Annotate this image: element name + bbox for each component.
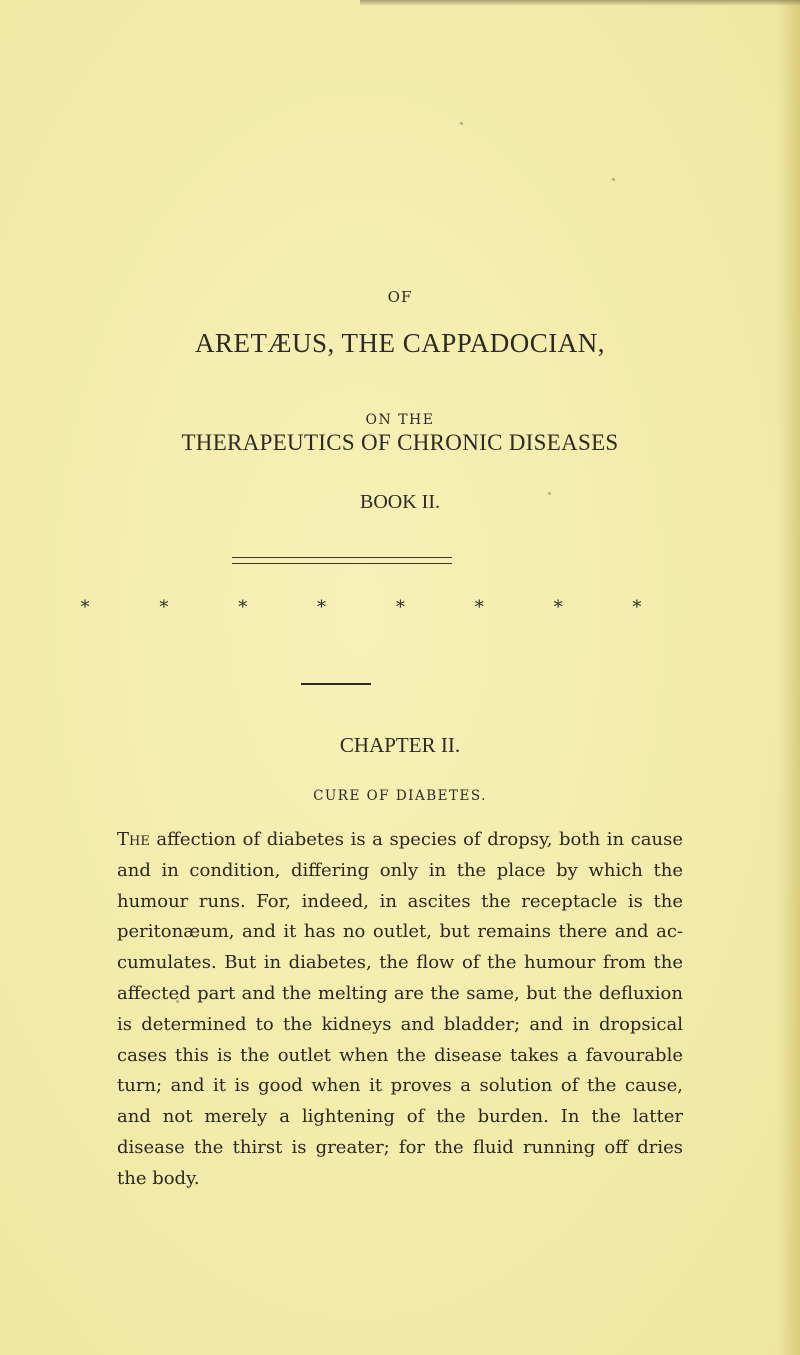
text-line: turn; and it is good when it proves a solution of the cause, xyxy=(117,1075,683,1097)
book-number: BOOK II. xyxy=(360,491,440,513)
asterisk: * xyxy=(553,597,563,618)
asterisk: * xyxy=(238,597,248,618)
short-rule-divider xyxy=(301,683,371,685)
text-line: disease the thirst is greater; for the fluid running off dries xyxy=(117,1136,683,1158)
paper-speck xyxy=(460,122,463,125)
text-line: affected part and the melting are the same, but the defluxion xyxy=(117,982,683,1004)
asterisk: * xyxy=(80,597,90,618)
asterisk: * xyxy=(159,597,169,618)
text-line-rest: affection of diabetes is a species of dropsy, both in cause xyxy=(149,829,683,850)
work-title: THERAPEUTICS OF CHRONIC DISEASES xyxy=(181,430,619,455)
asterisk: * xyxy=(395,597,405,618)
text-line: is determined to the kidneys and bladder; and in dropsical xyxy=(117,1013,683,1035)
text-line xyxy=(117,825,683,856)
asterisk-row xyxy=(78,597,644,618)
chapter-title: CHAPTER II. xyxy=(339,733,461,757)
page-edge-shadow xyxy=(778,0,800,1355)
asterisk: * xyxy=(474,597,484,618)
text-line: and not merely a lightening of the burden. In the latter xyxy=(117,1106,683,1128)
paragraph-lead: The xyxy=(117,829,150,850)
text-line: and in condition, differing only in the place by which the xyxy=(117,859,683,881)
text-line: the body. xyxy=(117,1167,200,1189)
double-rule-divider xyxy=(232,557,452,564)
chapter-subtitle: CURE OF DIABETES. xyxy=(313,788,487,804)
paper-speck xyxy=(612,178,615,181)
page-top-edge xyxy=(360,0,800,6)
text-line: humour runs. For, indeed, in ascites the receptacle is the xyxy=(117,890,683,912)
asterisk: * xyxy=(632,597,642,618)
author-title: ARETÆUS, THE CAPPADOCIAN, xyxy=(194,328,606,358)
body-paragraph xyxy=(117,825,683,1195)
asterisk: * xyxy=(317,597,327,618)
text-line: cases this is the outlet when the disease takes a favourable xyxy=(117,1044,683,1066)
text-line: cumulates. But in diabetes, the flow of the humour from the xyxy=(117,952,683,974)
heading-of: OF xyxy=(387,288,413,306)
text-line: peritonæum, and it has no outlet, but remains there and ac- xyxy=(117,921,683,943)
heading-on-the: ON THE xyxy=(365,412,435,428)
